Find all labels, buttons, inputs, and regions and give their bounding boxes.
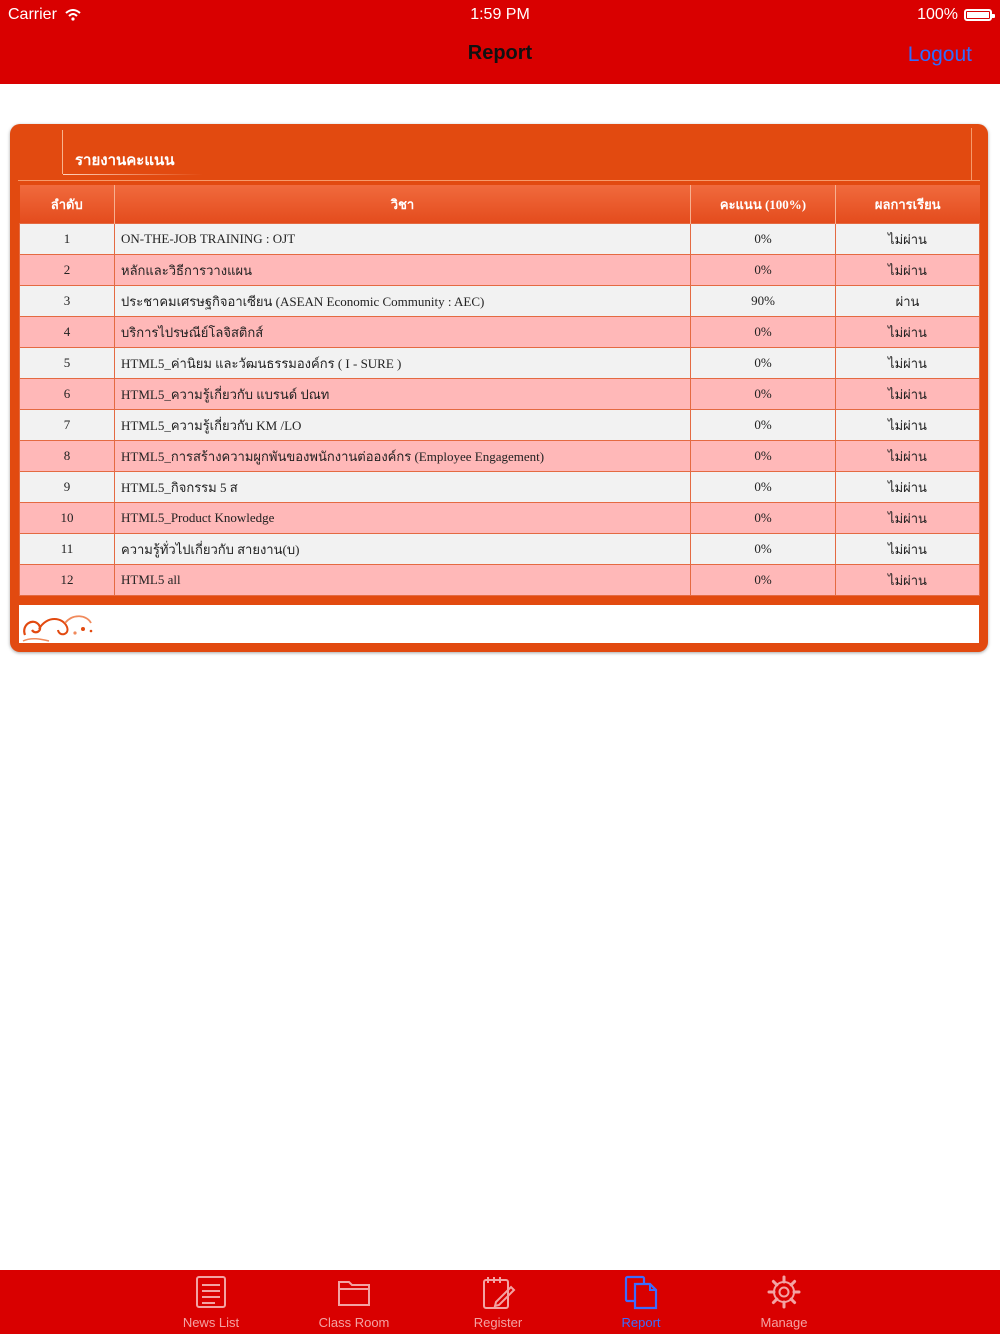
- row-subject: หลักและวิธีการวางแผน: [115, 255, 691, 286]
- table-row[interactable]: [20, 503, 980, 534]
- row-order: 6: [20, 379, 115, 410]
- panel-header-divider: [971, 128, 972, 180]
- row-score: 0%: [691, 472, 836, 503]
- tab-news-list[interactable]: [151, 1270, 271, 1334]
- row-result: ไม่ผ่าน: [836, 348, 980, 379]
- row-order: 12: [20, 565, 115, 596]
- row-score: 0%: [691, 255, 836, 286]
- row-score: 0%: [691, 224, 836, 255]
- row-subject: ON-THE-JOB TRAINING : OJT: [115, 224, 691, 255]
- row-order: 5: [20, 348, 115, 379]
- table-row[interactable]: [20, 534, 980, 565]
- row-order: 7: [20, 410, 115, 441]
- row-result: ไม่ผ่าน: [836, 565, 980, 596]
- column-header-score: คะแนน (100%): [691, 185, 836, 224]
- row-subject: HTML5_Product Knowledge: [115, 503, 691, 534]
- column-header-result: ผลการเรียน: [836, 185, 980, 224]
- table-row[interactable]: [20, 255, 980, 286]
- row-result: ไม่ผ่าน: [836, 472, 980, 503]
- carrier-label: Carrier: [8, 6, 57, 23]
- row-subject: HTML5_ค่านิยม และวัฒนธรรมองค์กร ( I - SURE ): [115, 348, 691, 379]
- row-subject: HTML5_ความรู้เกี่ยวกับ แบรนด์ ปณท: [115, 379, 691, 410]
- row-score: 0%: [691, 534, 836, 565]
- row-score: 90%: [691, 286, 836, 317]
- notepad-pen-icon: [480, 1274, 516, 1310]
- tab-report[interactable]: [581, 1270, 701, 1334]
- report-panel: [10, 124, 988, 652]
- folder-icon: [336, 1274, 372, 1310]
- row-order: 2: [20, 255, 115, 286]
- row-score: 0%: [691, 379, 836, 410]
- row-result: ผ่าน: [836, 286, 980, 317]
- row-order: 8: [20, 441, 115, 472]
- row-subject: HTML5_ความรู้เกี่ยวกับ KM /LO: [115, 410, 691, 441]
- row-result: ไม่ผ่าน: [836, 224, 980, 255]
- row-result: ไม่ผ่าน: [836, 441, 980, 472]
- row-result: ไม่ผ่าน: [836, 410, 980, 441]
- row-result: ไม่ผ่าน: [836, 255, 980, 286]
- row-subject: HTML5_การสร้างความผูกพันของพนักงานต่อองค์กร (Employee Engagement): [115, 441, 691, 472]
- tab-bar: [0, 1270, 1000, 1334]
- tab-register[interactable]: [438, 1270, 558, 1334]
- column-header-order: ลำดับ: [20, 185, 115, 224]
- row-score: 0%: [691, 565, 836, 596]
- table-row[interactable]: [20, 379, 980, 410]
- table-row[interactable]: [20, 286, 980, 317]
- tab-label: Manage: [760, 1315, 808, 1330]
- table-row[interactable]: [20, 317, 980, 348]
- row-result: ไม่ผ่าน: [836, 317, 980, 348]
- tab-label: News List: [182, 1315, 240, 1330]
- row-subject: HTML5_กิจกรรม 5 ส: [115, 472, 691, 503]
- list-icon: [193, 1274, 229, 1310]
- row-score: 0%: [691, 348, 836, 379]
- row-subject: ประชาคมเศรษฐกิจอาเซียน (ASEAN Economic Community : AEC): [115, 286, 691, 317]
- status-bar: [0, 0, 1000, 30]
- battery-percent: 100%: [917, 6, 958, 23]
- tab-label: Report: [621, 1315, 661, 1330]
- row-score: 0%: [691, 317, 836, 348]
- logout-button[interactable]: Logout: [907, 43, 972, 66]
- page-title: Report: [467, 42, 533, 64]
- documents-icon: [623, 1274, 659, 1310]
- row-order: 3: [20, 286, 115, 317]
- gear-icon: [766, 1274, 802, 1310]
- row-result: ไม่ผ่าน: [836, 534, 980, 565]
- row-subject: บริการไปรษณีย์โลจิสติกส์: [115, 317, 691, 348]
- table-row[interactable]: [20, 565, 980, 596]
- table-row[interactable]: [20, 348, 980, 379]
- tab-label: Register: [473, 1315, 523, 1330]
- row-subject: ความรู้ทั่วไปเกี่ยวกับ สายงาน(บ): [115, 534, 691, 565]
- row-score: 0%: [691, 503, 836, 534]
- tab-label: Class Room: [318, 1315, 390, 1330]
- tab-class-room[interactable]: [294, 1270, 414, 1334]
- table-row[interactable]: [20, 441, 980, 472]
- row-result: ไม่ผ่าน: [836, 503, 980, 534]
- top-bar: [0, 0, 1000, 84]
- row-order: 1: [20, 224, 115, 255]
- table-row[interactable]: [20, 410, 980, 441]
- report-table: [19, 185, 980, 596]
- table-row[interactable]: [20, 224, 980, 255]
- tab-manage[interactable]: [724, 1270, 844, 1334]
- table-header-row: [20, 185, 980, 224]
- row-order: 4: [20, 317, 115, 348]
- row-subject: HTML5 all: [115, 565, 691, 596]
- panel-divider: [18, 180, 980, 181]
- row-order: 9: [20, 472, 115, 503]
- swirl-ornament-icon: [19, 605, 99, 643]
- table-row[interactable]: [20, 472, 980, 503]
- battery-icon: [964, 9, 992, 21]
- panel-header: [62, 130, 223, 174]
- column-header-subject: วิชา: [115, 185, 691, 224]
- panel-footer: [19, 605, 979, 643]
- battery-indicator: [917, 6, 992, 24]
- row-result: ไม่ผ่าน: [836, 379, 980, 410]
- panel-title-underline: [63, 174, 203, 175]
- status-time: 1:59 PM: [470, 6, 530, 23]
- row-order: 11: [20, 534, 115, 565]
- row-order: 10: [20, 503, 115, 534]
- panel-title: รายงานคะแนน: [75, 153, 175, 169]
- row-score: 0%: [691, 441, 836, 472]
- row-score: 0%: [691, 410, 836, 441]
